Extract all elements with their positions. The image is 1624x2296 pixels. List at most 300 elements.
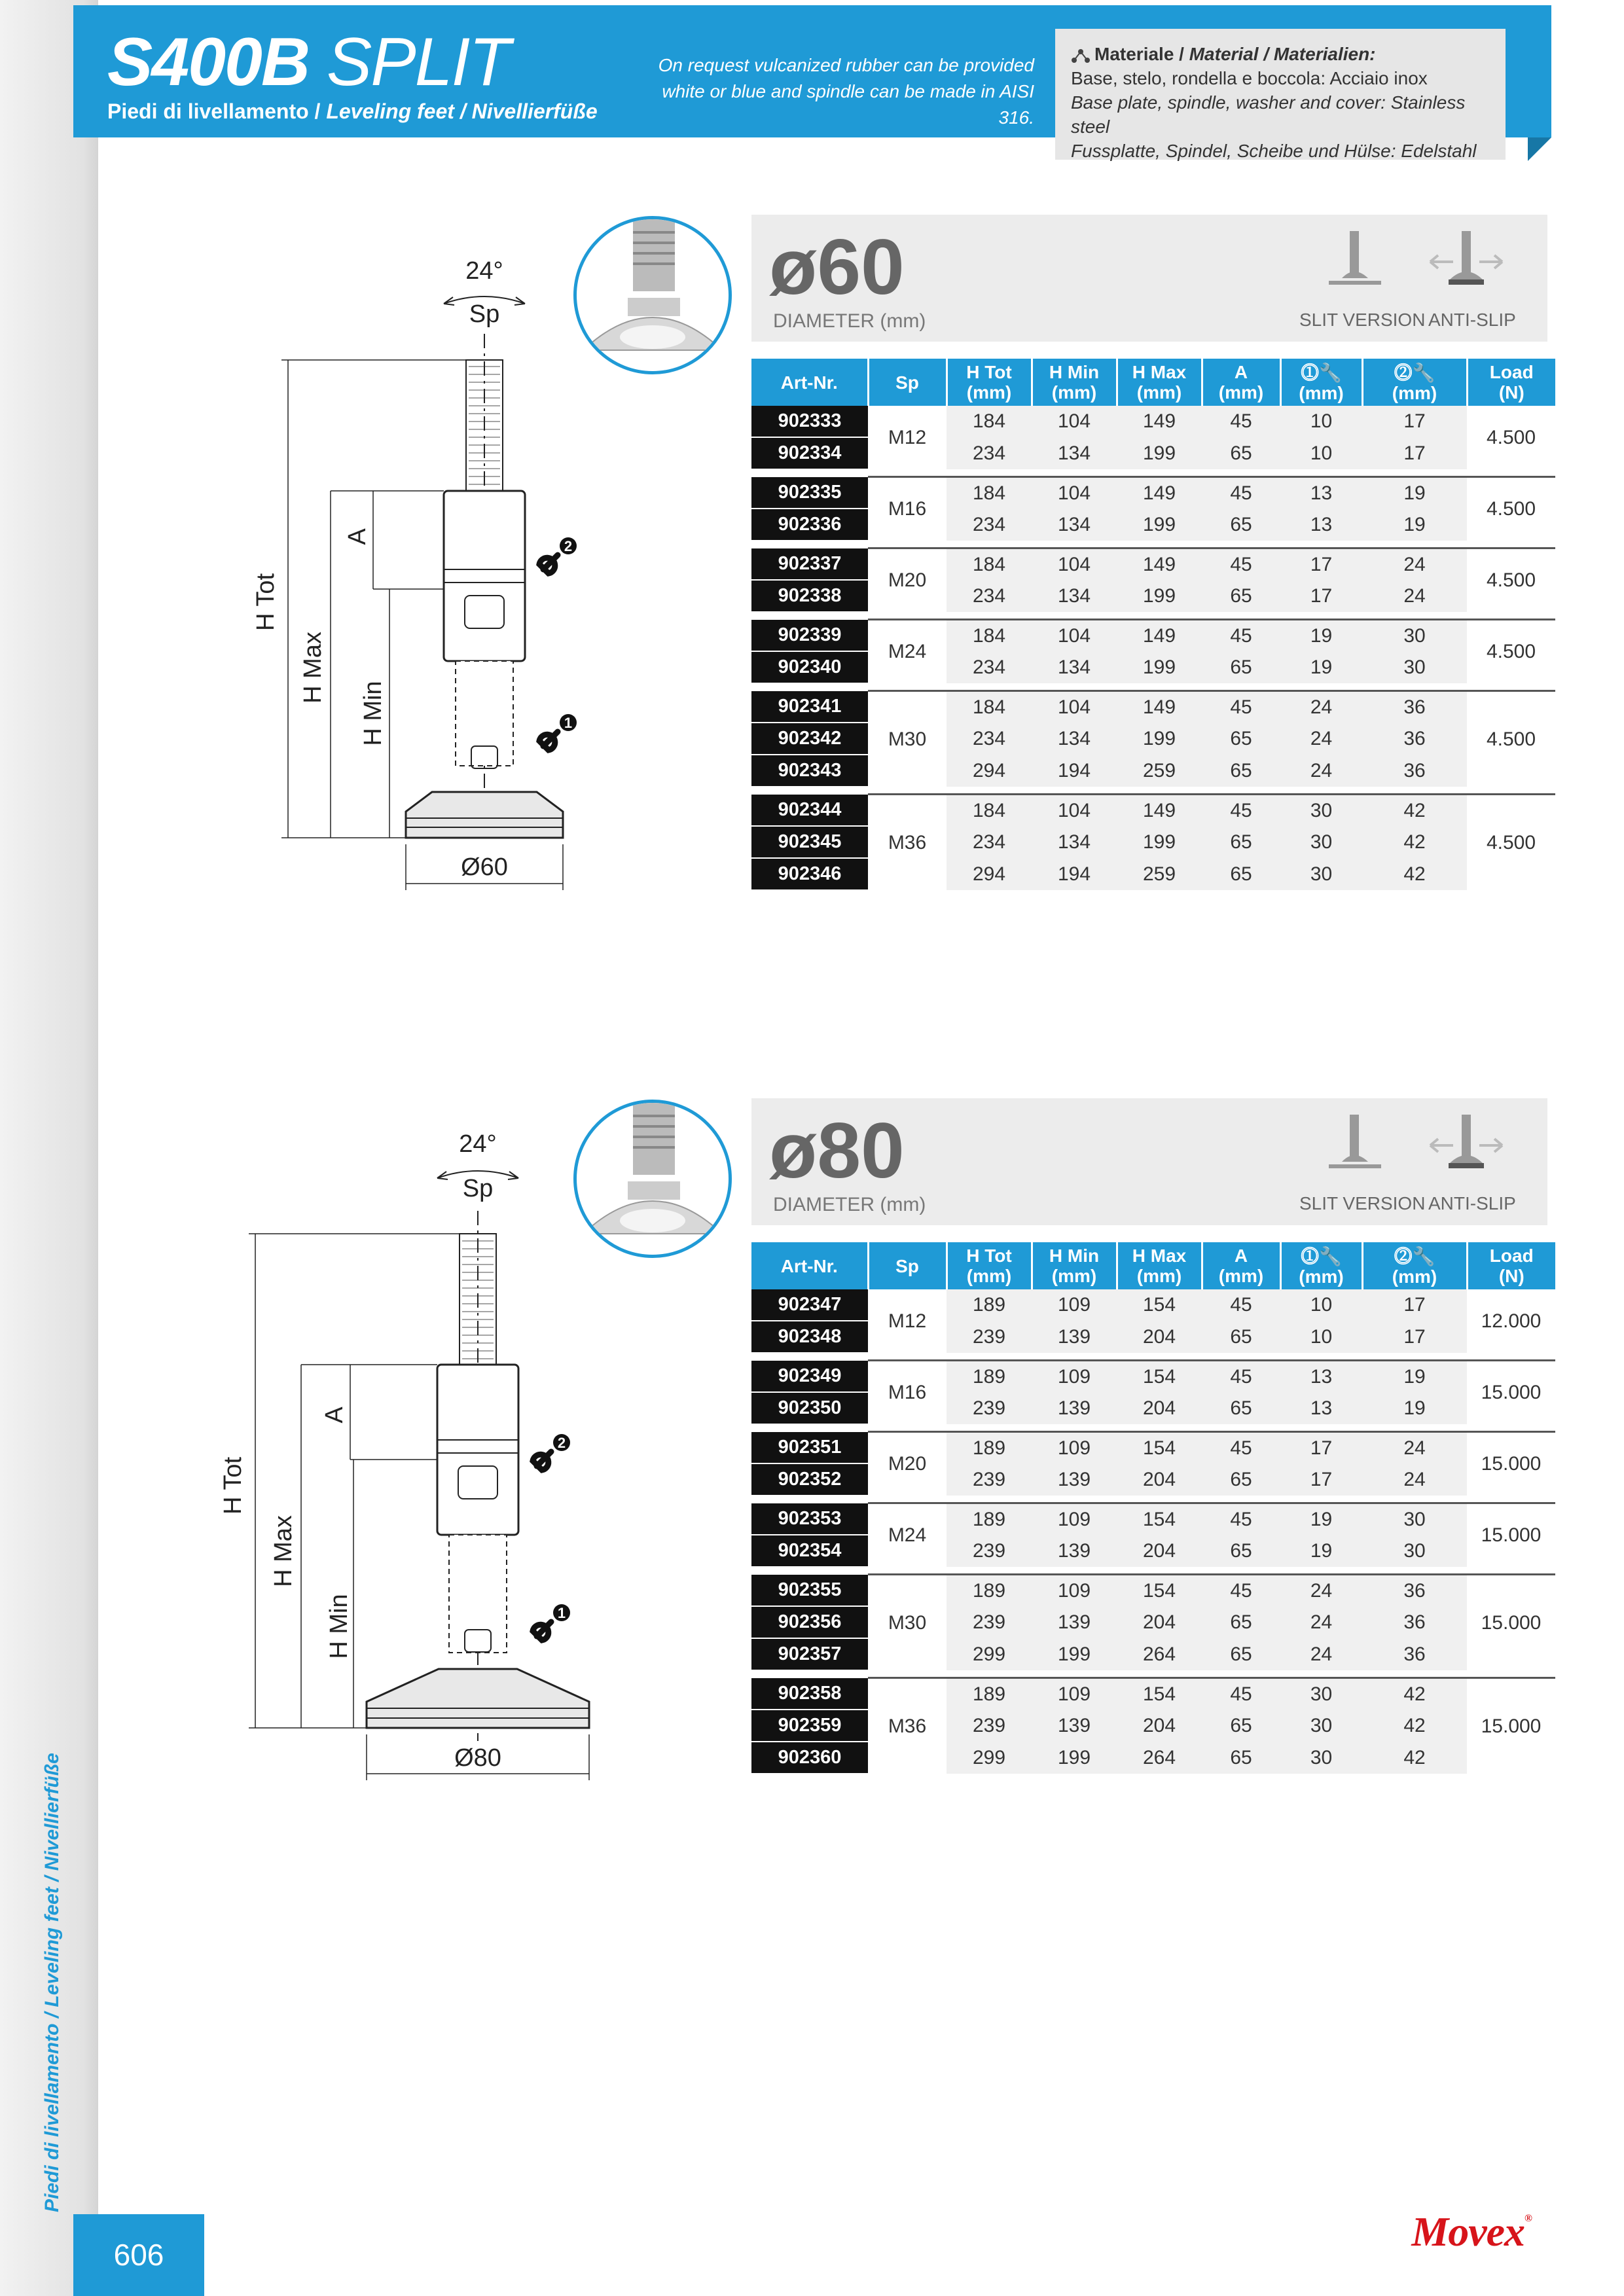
- dimension-value: 30: [1280, 1742, 1362, 1774]
- thread-size: M20: [868, 548, 947, 613]
- load-value: 4.500: [1467, 477, 1555, 541]
- anti-slip-label: ANTI-SLIP: [1428, 310, 1516, 330]
- dimension-value: 24: [1280, 691, 1362, 723]
- dimension-value: 17: [1362, 437, 1467, 469]
- dimension-value: 199: [1117, 723, 1202, 755]
- dimension-value: 36: [1362, 723, 1467, 755]
- dimension-value: 234: [947, 651, 1032, 683]
- material-line-3: Fussplatte, Spindel, Scheibe und Hülse: Edelstahl: [1071, 141, 1477, 161]
- dimension-value: 204: [1117, 1321, 1202, 1353]
- dimension-value: 234: [947, 509, 1032, 541]
- dimension-value: 194: [1032, 755, 1117, 787]
- article-number: 902347: [751, 1289, 868, 1321]
- anti-slip-icon: [1424, 1109, 1509, 1181]
- dimension-value: 139: [1032, 1392, 1117, 1424]
- material-icon: [1071, 48, 1091, 63]
- article-number: 902348: [751, 1321, 868, 1353]
- dimension-value: 65: [1202, 1710, 1280, 1742]
- dimension-value: 45: [1202, 1503, 1280, 1535]
- lower-rod: [456, 661, 513, 766]
- dimension-value: 17: [1280, 580, 1362, 612]
- dimension-value: 45: [1202, 477, 1280, 509]
- table-row: [751, 477, 1555, 509]
- wrench-2-head-icon: ⓶🔧: [1394, 363, 1435, 384]
- dimension-value: 259: [1117, 755, 1202, 787]
- diameter-value-d60: ø60: [769, 223, 905, 311]
- article-number: 902345: [751, 826, 868, 858]
- dimension-value: 154: [1117, 1678, 1202, 1710]
- dimension-value: 204: [1117, 1535, 1202, 1567]
- thread-size: M16: [868, 477, 947, 541]
- dimension-value: 154: [1117, 1432, 1202, 1464]
- dimension-value: 42: [1362, 1710, 1467, 1742]
- col-art: Art-Nr.: [751, 359, 868, 406]
- load-value: 4.500: [1467, 620, 1555, 684]
- dimension-value: 10: [1280, 1321, 1362, 1353]
- dimension-value: 189: [947, 1503, 1032, 1535]
- dimension-value: 36: [1362, 1575, 1467, 1607]
- dimension-value: 45: [1202, 406, 1280, 437]
- load-value: 4.500: [1467, 691, 1555, 787]
- dimension-value: 189: [947, 1361, 1032, 1393]
- dimension-value: 139: [1032, 1606, 1117, 1638]
- dimension-value: 36: [1362, 691, 1467, 723]
- dimension-value: 154: [1117, 1575, 1202, 1607]
- dimension-value: 45: [1202, 691, 1280, 723]
- dimension-value: 184: [947, 406, 1032, 437]
- table-row: [751, 406, 1555, 437]
- svg-text:2: 2: [557, 1435, 566, 1451]
- product-photo-d60: [573, 216, 732, 374]
- diameter-value-d80: ø80: [769, 1107, 905, 1194]
- dimension-value: 204: [1117, 1392, 1202, 1424]
- dimension-value: 299: [947, 1638, 1032, 1670]
- dimension-value: 104: [1032, 406, 1117, 437]
- svg-text:2: 2: [564, 538, 573, 554]
- dimension-value: 104: [1032, 795, 1117, 827]
- article-number: 902342: [751, 723, 868, 755]
- dimension-value: 199: [1117, 826, 1202, 858]
- h-tot-label: H Tot: [219, 1456, 247, 1515]
- dimension-value: 24: [1362, 548, 1467, 581]
- col-wrench-1: ⓵🔧 (mm): [1280, 359, 1362, 406]
- h-max-label: H Max: [299, 632, 327, 704]
- dimension-value: 45: [1202, 1361, 1280, 1393]
- dimension-value: 149: [1117, 691, 1202, 723]
- dimension-value: 294: [947, 858, 1032, 890]
- thread-size: M30: [868, 691, 947, 787]
- table-body-d80: [751, 1289, 1555, 1774]
- dimension-value: 109: [1032, 1575, 1117, 1607]
- dimension-value: 42: [1362, 795, 1467, 827]
- material-line-2: Base plate, spindle, washer and cover: Stainless steel: [1071, 92, 1466, 137]
- dimension-value: 36: [1362, 1638, 1467, 1670]
- dimension-value: 199: [1117, 437, 1202, 469]
- dimension-value: 45: [1202, 620, 1280, 652]
- article-number: 902352: [751, 1463, 868, 1496]
- thread-size: M16: [868, 1361, 947, 1425]
- svg-text:1: 1: [564, 715, 573, 731]
- article-number: 902355: [751, 1575, 868, 1607]
- dimension-value: 104: [1032, 691, 1117, 723]
- note-line-1: On request vulcanized rubber can be provided: [658, 55, 1034, 75]
- dimension-value: 65: [1202, 1742, 1280, 1774]
- col-h-tot: H Tot (mm): [947, 359, 1032, 406]
- dimension-value: 10: [1280, 406, 1362, 437]
- base-diameter-label: Ø80: [454, 1744, 501, 1772]
- side-category-text: Piedi di livellamento / Leveling feet / Nivellierfüße: [41, 1753, 63, 2212]
- technical-drawing-d60: [236, 249, 602, 903]
- dimension-value: 17: [1362, 1321, 1467, 1353]
- dimension-value: 199: [1117, 580, 1202, 612]
- dimension-value: 30: [1362, 651, 1467, 683]
- slit-version-label: SLIT VERSION: [1299, 1193, 1426, 1213]
- dimension-value: 30: [1280, 1678, 1362, 1710]
- dimension-value: 45: [1202, 548, 1280, 581]
- dimension-value: 109: [1032, 1289, 1117, 1321]
- article-number: 902353: [751, 1503, 868, 1535]
- dimension-value: 299: [947, 1742, 1032, 1774]
- dimension-value: 109: [1032, 1678, 1117, 1710]
- wrench-2-head-icon: ⓶🔧: [1394, 1246, 1435, 1267]
- dimension-value: 17: [1280, 1432, 1362, 1464]
- lower-rod: [449, 1535, 507, 1653]
- article-number: 902356: [751, 1606, 868, 1638]
- base-plate: [367, 1669, 589, 1728]
- dimension-value: 234: [947, 580, 1032, 612]
- header-note: [628, 52, 1034, 131]
- dimension-value: 149: [1117, 620, 1202, 652]
- table-row: [751, 548, 1555, 581]
- base-diameter-label: Ø60: [461, 853, 508, 881]
- dimension-value: 134: [1032, 723, 1117, 755]
- table-row: [751, 1361, 1555, 1393]
- a-label: A: [344, 528, 371, 545]
- dimension-value: 30: [1280, 826, 1362, 858]
- dimension-value: 184: [947, 620, 1032, 652]
- dimension-value: 139: [1032, 1710, 1117, 1742]
- dimension-value: 194: [1032, 858, 1117, 890]
- slit-version-icon: [1316, 226, 1394, 298]
- col-sp: Sp: [868, 359, 947, 406]
- article-number: 902350: [751, 1392, 868, 1424]
- table-header-row: [751, 359, 1555, 406]
- dimension-value: 19: [1362, 509, 1467, 541]
- dimension-value: 139: [1032, 1321, 1117, 1353]
- col-h-max: H Max (mm): [1117, 1242, 1202, 1289]
- article-number: 902351: [751, 1432, 868, 1464]
- col-a: A (mm): [1202, 1242, 1280, 1289]
- dimension-value: 19: [1280, 651, 1362, 683]
- article-number: 902346: [751, 858, 868, 890]
- dimension-value: 45: [1202, 1678, 1280, 1710]
- col-h-min: H Min (mm): [1032, 359, 1117, 406]
- thread-size: M36: [868, 1678, 947, 1774]
- load-value: 4.500: [1467, 548, 1555, 613]
- dimension-value: 19: [1362, 1361, 1467, 1393]
- h-min-label: H Min: [359, 681, 387, 746]
- thread-size: M24: [868, 1503, 947, 1568]
- thread-size: M12: [868, 406, 947, 469]
- article-number: 902360: [751, 1742, 868, 1774]
- material-title-it: Materiale /: [1094, 44, 1184, 64]
- dimension-value: 24: [1280, 1575, 1362, 1607]
- wrench-1-icon: [539, 714, 577, 750]
- dimension-value: 109: [1032, 1432, 1117, 1464]
- article-number: 902349: [751, 1361, 868, 1393]
- dimension-value: 204: [1117, 1710, 1202, 1742]
- col-wrench-1: ⓵🔧 (mm): [1280, 1242, 1362, 1289]
- dimension-value: 19: [1280, 620, 1362, 652]
- material-title: [1071, 42, 1490, 66]
- dimension-value: 45: [1202, 1289, 1280, 1321]
- angle-label: 24°: [465, 257, 503, 285]
- dimension-value: 189: [947, 1575, 1032, 1607]
- dimension-value: 134: [1032, 651, 1117, 683]
- thread-size: M30: [868, 1575, 947, 1671]
- dimension-value: 24: [1280, 1638, 1362, 1670]
- table-row: [751, 1432, 1555, 1464]
- dimension-value: 149: [1117, 406, 1202, 437]
- table-row: [751, 1289, 1555, 1321]
- dimension-value: 294: [947, 755, 1032, 787]
- dimension-value: 189: [947, 1678, 1032, 1710]
- dimension-value: 17: [1280, 548, 1362, 581]
- wrench-2-icon: [539, 537, 577, 573]
- col-sp: Sp: [868, 1242, 947, 1289]
- wrench-2-icon: [533, 1434, 570, 1470]
- dimension-value: 134: [1032, 826, 1117, 858]
- dimension-value: 199: [1032, 1638, 1117, 1670]
- a-label: A: [321, 1407, 348, 1424]
- load-value: 15.000: [1467, 1503, 1555, 1568]
- col-a: A (mm): [1202, 359, 1280, 406]
- dimension-value: 264: [1117, 1742, 1202, 1774]
- dimension-value: 24: [1280, 723, 1362, 755]
- col-art: Art-Nr.: [751, 1242, 868, 1289]
- dimension-value: 65: [1202, 651, 1280, 683]
- angle-label: 24°: [459, 1132, 497, 1158]
- dimension-value: 65: [1202, 1535, 1280, 1567]
- dimension-value: 45: [1202, 1575, 1280, 1607]
- h-tot-label: H Tot: [252, 573, 280, 632]
- page-title: [107, 26, 509, 98]
- dimension-value: 104: [1032, 620, 1117, 652]
- dimension-value: 65: [1202, 1321, 1280, 1353]
- table-row: [751, 691, 1555, 723]
- dimension-value: 19: [1280, 1503, 1362, 1535]
- dimension-value: 239: [947, 1710, 1032, 1742]
- dimension-value: 65: [1202, 755, 1280, 787]
- dimension-value: 134: [1032, 580, 1117, 612]
- dimension-value: 184: [947, 548, 1032, 581]
- dimension-value: 199: [1117, 651, 1202, 683]
- dimension-value: 199: [1032, 1742, 1117, 1774]
- dimension-value: 17: [1362, 1289, 1467, 1321]
- technical-drawing-d80: [216, 1132, 609, 1800]
- wrench-1-icon: [533, 1604, 570, 1640]
- material-title-de: Materialien:: [1273, 44, 1376, 64]
- dimension-value: 184: [947, 477, 1032, 509]
- dimension-value: 104: [1032, 548, 1117, 581]
- dimension-value: 30: [1362, 1503, 1467, 1535]
- col-load: Load (N): [1467, 1242, 1555, 1289]
- dimension-value: 109: [1032, 1503, 1117, 1535]
- load-value: 15.000: [1467, 1432, 1555, 1496]
- model-suffix: SPLIT: [326, 24, 509, 100]
- load-value: 15.000: [1467, 1678, 1555, 1774]
- page-subtitle: [107, 98, 598, 124]
- article-number: 902336: [751, 509, 868, 541]
- dimension-value: 199: [1117, 509, 1202, 541]
- dimension-value: 17: [1362, 406, 1467, 437]
- dimension-value: 36: [1362, 1606, 1467, 1638]
- article-number: 902334: [751, 437, 868, 469]
- page-number: 606: [73, 2214, 204, 2296]
- dimension-value: 42: [1362, 826, 1467, 858]
- dimension-value: 30: [1362, 1535, 1467, 1567]
- subtitle-en: Leveling feet /: [326, 99, 466, 123]
- model-name: S400B: [107, 24, 309, 100]
- dimension-value: 36: [1362, 755, 1467, 787]
- table-body-d60: [751, 406, 1555, 890]
- sleeve: [444, 491, 525, 661]
- table-row: [751, 1503, 1555, 1535]
- dimension-value: 264: [1117, 1638, 1202, 1670]
- table-row: [751, 1678, 1555, 1710]
- dimension-value: 65: [1202, 723, 1280, 755]
- dimension-value: 30: [1280, 1710, 1362, 1742]
- dimension-value: 13: [1280, 1361, 1362, 1393]
- load-value: 15.000: [1467, 1575, 1555, 1671]
- sp-label: Sp: [469, 300, 500, 328]
- anti-slip-label: ANTI-SLIP: [1428, 1193, 1516, 1213]
- h-min-label: H Min: [325, 1594, 353, 1659]
- dimension-value: 204: [1117, 1463, 1202, 1496]
- dimension-value: 154: [1117, 1289, 1202, 1321]
- thread-size: M12: [868, 1289, 947, 1353]
- load-value: 4.500: [1467, 406, 1555, 469]
- dimension-value: 13: [1280, 477, 1362, 509]
- dimension-value: 204: [1117, 1606, 1202, 1638]
- table-row: [751, 620, 1555, 652]
- dimension-value: 104: [1032, 477, 1117, 509]
- dimension-value: 154: [1117, 1361, 1202, 1393]
- h-max-label: H Max: [270, 1515, 297, 1587]
- dimension-value: 65: [1202, 1463, 1280, 1496]
- material-line-1: Base, stelo, rondella e boccola: Acciaio inox: [1071, 68, 1428, 88]
- dimension-value: 42: [1362, 1742, 1467, 1774]
- dimension-value: 65: [1202, 1606, 1280, 1638]
- spec-table-d80: [751, 1242, 1555, 1774]
- dimension-value: 45: [1202, 1432, 1280, 1464]
- base-plate: [406, 792, 563, 838]
- dimension-value: 234: [947, 826, 1032, 858]
- dimension-value: 149: [1117, 548, 1202, 581]
- dimension-value: 239: [947, 1392, 1032, 1424]
- article-number: 902359: [751, 1710, 868, 1742]
- article-number: 902333: [751, 406, 868, 437]
- dimension-value: 19: [1362, 1392, 1467, 1424]
- dimension-value: 30: [1362, 620, 1467, 652]
- col-h-tot: H Tot (mm): [947, 1242, 1032, 1289]
- brand-logo: Movex®: [1411, 2208, 1532, 2255]
- dimension-value: 239: [947, 1463, 1032, 1496]
- diameter-caption-d80: DIAMETER (mm): [773, 1194, 926, 1215]
- load-value: 12.000: [1467, 1289, 1555, 1353]
- dimension-value: 24: [1280, 755, 1362, 787]
- dimension-value: 184: [947, 795, 1032, 827]
- dimension-value: 234: [947, 723, 1032, 755]
- table-row: [751, 1575, 1555, 1607]
- dimension-value: 65: [1202, 858, 1280, 890]
- dimension-value: 13: [1280, 1392, 1362, 1424]
- article-number: 902343: [751, 755, 868, 787]
- dimension-value: 13: [1280, 509, 1362, 541]
- col-h-max: H Max (mm): [1117, 359, 1202, 406]
- wrench-1-head-icon: ⓵🔧: [1301, 363, 1342, 384]
- dimension-value: 139: [1032, 1535, 1117, 1567]
- article-number: 902358: [751, 1678, 868, 1710]
- dimension-value: 19: [1280, 1535, 1362, 1567]
- dimension-value: 24: [1362, 1463, 1467, 1496]
- dimension-value: 17: [1280, 1463, 1362, 1496]
- article-number: 902344: [751, 795, 868, 827]
- sleeve: [437, 1365, 518, 1535]
- article-number: 902340: [751, 651, 868, 683]
- material-box: [1055, 29, 1506, 160]
- dimension-value: 109: [1032, 1361, 1117, 1393]
- dimension-value: 134: [1032, 509, 1117, 541]
- table-row: [751, 795, 1555, 827]
- anti-slip-icon: [1424, 226, 1509, 298]
- article-number: 902338: [751, 580, 868, 612]
- load-value: 15.000: [1467, 1361, 1555, 1425]
- dimension-value: 154: [1117, 1503, 1202, 1535]
- dimension-value: 10: [1280, 1289, 1362, 1321]
- dimension-value: 30: [1280, 795, 1362, 827]
- article-number: 902357: [751, 1638, 868, 1670]
- thread-size: M36: [868, 795, 947, 891]
- dimension-value: 30: [1280, 858, 1362, 890]
- col-wrench-2: ⓶🔧 (mm): [1362, 1242, 1467, 1289]
- note-line-2: white or blue and spindle can be made in AISI 316.: [662, 81, 1034, 128]
- material-title-en: Material /: [1189, 44, 1269, 64]
- dimension-value: 149: [1117, 477, 1202, 509]
- slit-version-label: SLIT VERSION: [1299, 310, 1426, 330]
- table-header-row: [751, 1242, 1555, 1289]
- dimension-value: 149: [1117, 795, 1202, 827]
- dimension-value: 65: [1202, 509, 1280, 541]
- sp-label: Sp: [462, 1175, 494, 1202]
- dimension-value: 189: [947, 1289, 1032, 1321]
- dimension-value: 42: [1362, 1678, 1467, 1710]
- subtitle-it: Piedi di livellamento /: [107, 99, 321, 123]
- dimension-value: 239: [947, 1321, 1032, 1353]
- col-wrench-2: ⓶🔧 (mm): [1362, 359, 1467, 406]
- thread-size: M20: [868, 1432, 947, 1496]
- dimension-value: 134: [1032, 437, 1117, 469]
- dimension-value: 239: [947, 1535, 1032, 1567]
- dimension-value: 42: [1362, 858, 1467, 890]
- dimension-value: 24: [1362, 1432, 1467, 1464]
- dimension-value: 65: [1202, 826, 1280, 858]
- article-number: 902354: [751, 1535, 868, 1567]
- dimension-value: 19: [1362, 477, 1467, 509]
- product-photo-d80: [573, 1100, 732, 1258]
- dimension-value: 234: [947, 437, 1032, 469]
- article-number: 902341: [751, 691, 868, 723]
